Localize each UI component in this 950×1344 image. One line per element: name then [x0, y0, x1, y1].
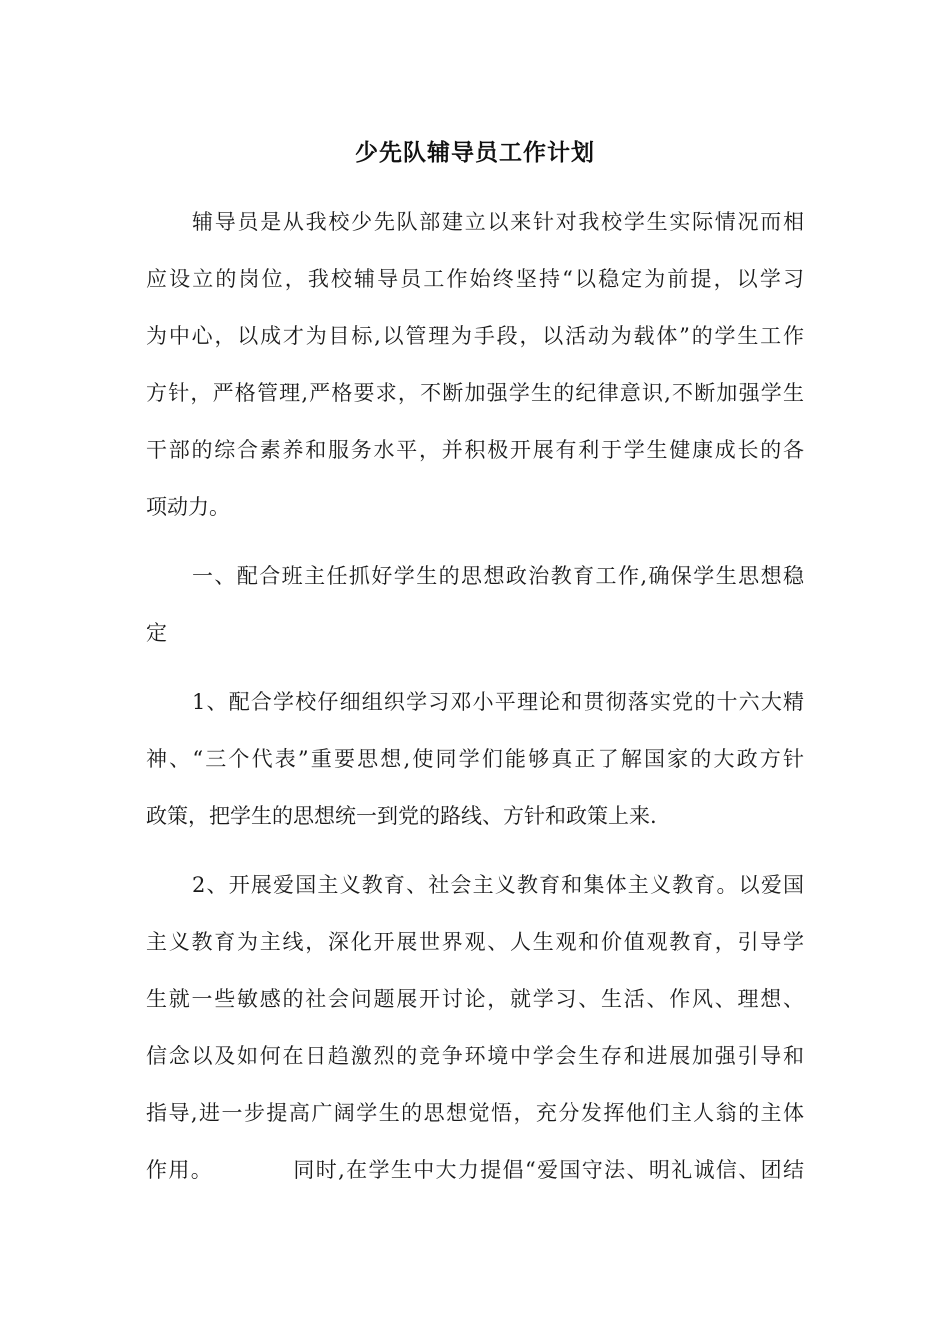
- section-heading-line: [192, 556, 804, 596]
- line-text: 政策，把学生的思想统一到党的路线、方针和政策上来.: [146, 804, 657, 828]
- paragraph-line: [146, 1093, 804, 1133]
- line-text: 干部的综合素养和服务水平，并积极开展有利于学生健康成长的各: [146, 438, 804, 462]
- paragraph-line: [146, 979, 804, 1019]
- paragraph-line: [146, 1150, 804, 1190]
- line-text: 主义教育为主线，深化开展世界观、人生观和价值观教育，引导学: [146, 930, 804, 954]
- paragraph-line: [146, 487, 804, 527]
- paragraph-line: [146, 373, 804, 413]
- line-text: 1、配合学校仔细组织学习邓小平理论和贯彻落实党的十六大精: [192, 690, 804, 714]
- paragraph-line: [192, 865, 804, 905]
- line-text: 方针，严格管理,严格要求，不断加强学生的纪律意识,不断加强学生: [146, 381, 804, 405]
- line-text: 定: [146, 621, 167, 645]
- paragraph-line: [146, 739, 804, 779]
- line-text: 项动力。: [146, 495, 230, 519]
- line-text: 指导,进一步提高广阔学生的思想觉悟，充分发挥他们主人翁的主体: [146, 1101, 804, 1125]
- section-heading-line: [146, 613, 804, 653]
- document-title: 少先队辅导员工作计划: [355, 140, 595, 166]
- paragraph-line: [146, 796, 804, 836]
- line-text: 神、“三个代表”重要思想,使同学们能够真正了解国家的大政方针: [146, 747, 804, 771]
- paragraph-line: [146, 259, 804, 299]
- line-text: 2、开展爱国主义教育、社会主义教育和集体主义教育。以爱国: [192, 873, 804, 897]
- paragraph-line: [146, 1036, 804, 1076]
- line-text: 为中心，以成才为目标,以管理为手段，以活动为载体”的学生工作: [146, 324, 804, 348]
- line-text: 一、配合班主任抓好学生的思想政治教育工作,确保学生思想稳: [192, 564, 804, 588]
- paragraph-line: [146, 316, 804, 356]
- line-text: 生就一些敏感的社会问题展开讨论，就学习、生活、作风、理想、: [146, 987, 804, 1011]
- line-text: 信念以及如何在日趋激烈的竞争环境中学会生存和进展加强引导和: [146, 1044, 804, 1068]
- line-text: 辅导员是从我校少先队部建立以来针对我校学生实际情况而相: [192, 210, 804, 234]
- paragraph-line: [146, 922, 804, 962]
- line-text: 作用。 同时,在学生中大力提倡“爱国守法、明礼诚信、团结: [146, 1158, 804, 1182]
- paragraph-line: [146, 430, 804, 470]
- paragraph-line: [192, 202, 804, 242]
- line-text: 应设立的岗位，我校辅导员工作始终坚持“以稳定为前提，以学习: [146, 267, 804, 291]
- paragraph-line: [192, 682, 804, 722]
